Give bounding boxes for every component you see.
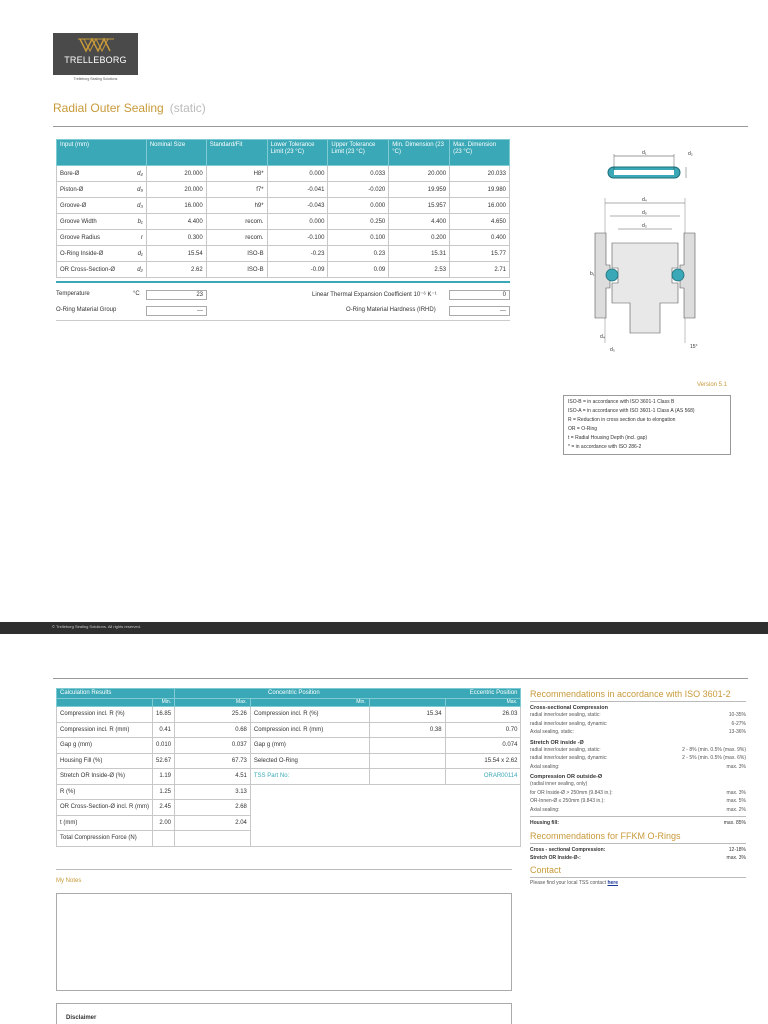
col-nominal: Nominal Size xyxy=(146,140,206,166)
rec-row-value: 2 - 8% (min. 0.5% (max. 9%) xyxy=(682,746,746,753)
ecc-min xyxy=(369,738,445,754)
svg-text:d₄: d₄ xyxy=(600,334,605,340)
legend-item: t = Radial Housing Depth (incl. gap) xyxy=(568,435,648,441)
rec-row-value: max. 3% xyxy=(726,789,746,796)
logo-subtitle: Trelleborg Sealing Solutions xyxy=(73,77,118,81)
nominal-cell[interactable]: 2.62 xyxy=(146,262,206,278)
results-header xyxy=(57,689,521,699)
lower-tol-cell: -0.23 xyxy=(267,246,328,262)
result-label: Total Compression Force (N) xyxy=(57,831,153,847)
legend-item: OR = O-Ring xyxy=(568,426,598,432)
nominal-cell[interactable]: 4.400 xyxy=(146,214,206,230)
contact-here-link[interactable]: here xyxy=(607,879,619,886)
input-symbol: d₉ xyxy=(137,186,143,193)
rec-row-label: radial inner/outer sealing, static: xyxy=(530,746,601,753)
min-dim-cell: 15.31 xyxy=(389,246,450,262)
fit-cell[interactable]: ISO-B xyxy=(206,246,267,262)
logo-mark-icon xyxy=(78,37,114,53)
fit-cell[interactable]: f7* xyxy=(206,182,267,198)
ecc-label: TSS Part No: xyxy=(250,769,369,785)
rec-row-label: Axial sealing: xyxy=(530,806,560,813)
input-symbol: d₃ xyxy=(137,202,143,209)
upper-tol-cell: 0.000 xyxy=(328,198,389,214)
svg-text:15°: 15° xyxy=(690,344,698,350)
result-min: 52.67 xyxy=(153,753,175,769)
housing-fill-value: max. 85% xyxy=(723,820,746,826)
legend-item: * = in accordance with ISO 286-2 xyxy=(568,444,642,450)
nominal-cell[interactable]: 20.000 xyxy=(146,182,206,198)
material-group-select[interactable]: --- xyxy=(146,306,207,316)
input-label: OR Cross-Section-Ø xyxy=(60,266,116,273)
rec-section-note xyxy=(530,780,746,789)
fit-cell[interactable]: recom. xyxy=(206,214,267,230)
version-label: Version 5.1 xyxy=(697,382,728,388)
input-label: Groove-Ø xyxy=(60,202,87,209)
col-min: Min. Dimension (23 °C) xyxy=(389,140,450,166)
nominal-cell[interactable]: 0.300 xyxy=(146,230,206,246)
fit-cell[interactable]: h9* xyxy=(206,198,267,214)
ecc-max: 0.70 xyxy=(445,722,521,738)
trelleborg-logo xyxy=(53,33,138,75)
input-table-header xyxy=(57,140,510,166)
contact-text: Please find your local TSS contact xyxy=(530,879,607,886)
rec-row xyxy=(530,806,746,815)
rec-row-value: max. 5% xyxy=(726,798,746,804)
results-row xyxy=(57,784,521,800)
rec-section xyxy=(530,740,746,772)
col-fit: Standard/Fit xyxy=(206,140,267,166)
rec-row xyxy=(530,797,746,806)
input-label: O-Ring Inside-Ø xyxy=(60,250,104,257)
rec-row-value: max. 2% xyxy=(726,806,746,813)
result-min: 2.00 xyxy=(153,815,175,831)
input-row xyxy=(57,214,510,230)
result-max: 0.037 xyxy=(175,738,251,754)
input-label-cell xyxy=(57,246,147,262)
results-row xyxy=(57,707,521,723)
rec-row-label: Axial sealing, static: xyxy=(530,729,574,735)
legend-item: ISO-A = in accordance with ISO 3601-1 Class A (AS 568) xyxy=(568,408,695,414)
temperature-unit: °C xyxy=(133,291,140,297)
result-min xyxy=(153,831,175,847)
ffkm-row xyxy=(530,846,746,855)
rec-row-value: 6-27% xyxy=(731,720,746,727)
expansion-input[interactable]: 0 xyxy=(449,290,510,300)
min-dim-cell: 4.400 xyxy=(389,214,450,230)
rec-note-text: (radial inner sealing, only) xyxy=(530,781,588,787)
input-label: Groove Radius xyxy=(60,234,101,241)
result-max: 2.68 xyxy=(175,800,251,816)
max-dim-cell: 4.650 xyxy=(450,214,510,230)
input-label-cell xyxy=(57,214,147,230)
rec-row xyxy=(530,720,746,729)
input-label-cell xyxy=(57,198,147,214)
svg-text:d₁: d₁ xyxy=(642,150,647,156)
col-max: Max. Dimension (23 °C) xyxy=(450,140,510,166)
legend-box xyxy=(563,395,731,455)
housing-fill-row xyxy=(530,819,746,828)
col-upper: Upper Tolerance Limit (23 °C) xyxy=(328,140,389,166)
max-dim-cell: 15.77 xyxy=(450,246,510,262)
rec-row xyxy=(530,746,746,755)
input-label-cell xyxy=(57,230,147,246)
result-max: 4.51 xyxy=(175,769,251,785)
result-max: 25.26 xyxy=(175,707,251,723)
page-title-sub: (static) xyxy=(169,101,206,115)
result-min: 0.41 xyxy=(153,722,175,738)
hardness-select[interactable]: --- xyxy=(449,306,510,316)
rec-row xyxy=(530,763,746,772)
concentric-max-label: Max. xyxy=(175,699,251,707)
max-dim-cell: 2.71 xyxy=(450,262,510,278)
input-symbol: d₁ xyxy=(137,250,143,257)
contact-text-row xyxy=(530,880,746,886)
result-label: Compression incl. R (%) xyxy=(57,707,153,723)
disclaimer-box xyxy=(56,1003,512,1024)
header-divider xyxy=(53,126,748,127)
results-row xyxy=(57,722,521,738)
ecc-min xyxy=(369,769,445,785)
temperature-input[interactable]: 23 xyxy=(146,290,207,300)
results-subheader xyxy=(57,699,521,707)
input-symbol: d₄ xyxy=(137,170,143,177)
min-dim-cell: 19.959 xyxy=(389,182,450,198)
input-row xyxy=(57,182,510,198)
eccentric-max-label: Max. xyxy=(445,699,521,707)
ffkm-row-value: max. 3% xyxy=(726,855,746,861)
result-max: 3.13 xyxy=(175,784,251,800)
rec-row-label: radial inner/outer sealing, dynamic: xyxy=(530,755,608,761)
ecc-max: 26.03 xyxy=(445,707,521,723)
svg-text:b₁: b₁ xyxy=(590,271,595,277)
lower-tol-cell: 0.000 xyxy=(267,214,328,230)
ecc-max: 15.54 x 2.62 xyxy=(445,753,521,769)
max-dim-cell: 20.033 xyxy=(450,166,510,182)
input-label-cell xyxy=(57,262,147,278)
expansion-label: Linear Thermal Expansion Coefficient 10⁻⁶ K⁻¹ xyxy=(312,292,437,298)
input-row xyxy=(57,246,510,262)
min-dim-cell: 20.000 xyxy=(389,166,450,182)
result-min: 1.25 xyxy=(153,784,175,800)
result-min: 16.85 xyxy=(153,707,175,723)
rec-section xyxy=(530,705,746,737)
upper-tol-cell: 0.033 xyxy=(328,166,389,182)
col-lower: Lower Tolerance Limit (23 °C) xyxy=(267,140,328,166)
result-label: Housing Fill (%) xyxy=(57,753,153,769)
upper-tol-cell: 0.100 xyxy=(328,230,389,246)
lower-tol-cell: -0.043 xyxy=(267,198,328,214)
input-table-underline xyxy=(56,281,510,283)
result-label: Gap g (mm) xyxy=(57,738,153,754)
eccentric-min-label: Min. xyxy=(250,699,369,707)
upper-tol-cell: 0.250 xyxy=(328,214,389,230)
hardness-label: O-Ring Material Hardness (IRHD) xyxy=(346,307,436,313)
min-dim-cell: 2.53 xyxy=(389,262,450,278)
result-max: 67.73 xyxy=(175,753,251,769)
ecc-label: Selected O-Ring xyxy=(250,753,369,769)
min-dim-cell: 15.957 xyxy=(389,198,450,214)
rec-row-label: radial inner/outer sealing, static: xyxy=(530,712,601,718)
input-symbol: b₁ xyxy=(137,218,143,225)
rec-row-label: Axial sealing: xyxy=(530,763,560,770)
contact-title: Contact xyxy=(530,864,562,875)
results-row xyxy=(57,753,521,769)
results-divider xyxy=(53,678,748,679)
max-dim-cell: 0.400 xyxy=(450,230,510,246)
result-label: OR Cross-Section-Ø incl. R (mm) xyxy=(57,800,153,816)
upper-tol-cell: 0.23 xyxy=(328,246,389,262)
rec-row-value: max. 3% xyxy=(726,763,746,770)
svg-text:d₃: d₃ xyxy=(610,347,615,353)
lower-tol-cell: -0.041 xyxy=(267,182,328,198)
rec-section xyxy=(530,774,746,814)
lower-tol-cell: -0.100 xyxy=(267,230,328,246)
input-label: Bore-Ø xyxy=(60,170,80,177)
rec-iso-title: Recommendations in accordance with ISO 3601-2 xyxy=(530,689,731,699)
lower-tol-cell: -0.09 xyxy=(267,262,328,278)
params-divider xyxy=(56,320,510,321)
ffkm-row-label: Stretch OR Inside-Ø-: xyxy=(530,855,581,861)
rec-section-head: Compression OR outside-Ø xyxy=(530,774,603,780)
rec-section-head: Cross-sectional Compression xyxy=(530,705,608,711)
rec-row xyxy=(530,711,746,720)
min-dim-cell: 0.200 xyxy=(389,230,450,246)
nominal-cell[interactable]: 16.000 xyxy=(146,198,206,214)
material-group-label: O-Ring Material Group xyxy=(56,307,117,313)
rec-row-label: OR-Innen-Ø ≤ 250mm (9.843 in.): xyxy=(530,798,605,804)
rec-row-value: 13-36% xyxy=(728,729,746,735)
notes-divider xyxy=(56,869,512,870)
rec-row xyxy=(530,728,746,737)
input-table xyxy=(56,139,510,278)
recommendations-iso xyxy=(530,689,746,886)
fit-cell[interactable]: recom. xyxy=(206,230,267,246)
results-title: Calculation Results xyxy=(57,689,175,699)
rec-row xyxy=(530,754,746,763)
fit-cell[interactable]: H8* xyxy=(206,166,267,182)
result-label: t (mm) xyxy=(57,815,153,831)
result-min: 1.19 xyxy=(153,769,175,785)
result-max xyxy=(175,831,251,847)
results-table xyxy=(56,688,521,847)
input-row xyxy=(57,198,510,214)
concentric-min-label: Min. xyxy=(153,699,175,707)
lower-tol-cell: 0.000 xyxy=(267,166,328,182)
input-label: Piston-Ø xyxy=(60,186,84,193)
ecc-label: Gap g (mm) xyxy=(250,738,369,754)
result-max: 2.04 xyxy=(175,815,251,831)
notes-title: My Notes xyxy=(56,878,82,884)
ffkm-row-label: Cross - sectional Compression: xyxy=(530,846,606,853)
ecc-max[interactable]: ORAR00114 xyxy=(445,769,521,785)
housing-fill-label: Housing fill: xyxy=(530,820,559,826)
input-row xyxy=(57,230,510,246)
max-dim-cell: 19.980 xyxy=(450,182,510,198)
legend-item: ISO-B = in accordance with ISO 3601-1 Class B xyxy=(568,399,675,405)
ecc-max: 0.074 xyxy=(445,738,521,754)
input-label-cell xyxy=(57,166,147,182)
ffkm-row-value: 12-18% xyxy=(728,846,746,853)
result-label: Stretch OR Inside-Ø (%) xyxy=(57,769,153,785)
rec-row-label: for OR Inside-Ø > 250mm (9.843 in.): xyxy=(530,789,613,796)
result-max: 0.68 xyxy=(175,722,251,738)
notes-textarea[interactable] xyxy=(56,893,512,991)
result-label: Compression incl. R (mm) xyxy=(57,722,153,738)
rec-row-label: radial inner/outer sealing, dynamic: xyxy=(530,720,608,727)
temperature-label: Temperature xyxy=(56,291,90,297)
result-min: 0.010 xyxy=(153,738,175,754)
results-positions xyxy=(175,689,521,699)
max-dim-cell: 16.000 xyxy=(450,198,510,214)
fit-cell[interactable]: ISO-B xyxy=(206,262,267,278)
svg-text:d₉: d₉ xyxy=(642,210,647,216)
result-min: 2.45 xyxy=(153,800,175,816)
legend-item: R = Reduction in cross section due to elongation xyxy=(568,417,676,423)
seal-diagram xyxy=(590,143,710,358)
input-symbol: r xyxy=(140,234,143,241)
disclaimer-title: Disclaimer xyxy=(66,1015,97,1021)
svg-text:d₄: d₄ xyxy=(642,197,647,203)
footer-bar xyxy=(0,622,768,634)
eccentric-label: Eccentric Position xyxy=(469,690,518,696)
ecc-min xyxy=(369,753,445,769)
rec-row xyxy=(530,789,746,798)
col-input: Input (mm) xyxy=(57,140,147,166)
ffkm-row xyxy=(530,854,746,863)
logo-text: TRELLEBORG xyxy=(64,55,127,65)
ecc-min: 15.34 xyxy=(369,707,445,723)
svg-text:d₃: d₃ xyxy=(642,223,647,229)
rec-row-value: 2 - 5% (min. 0.5% (max. 6%) xyxy=(682,755,746,761)
page-title-main: Radial Outer Sealing xyxy=(53,101,164,115)
concentric-label: Concentric Position xyxy=(268,690,320,696)
page-title xyxy=(53,101,206,115)
rec-section-head: Stretch OR inside -Ø xyxy=(530,739,584,746)
rec-row-value: 10-35% xyxy=(728,712,746,718)
results-row xyxy=(57,738,521,754)
rec-ffkm-title: Recommendations for FFKM O-Rings xyxy=(530,830,681,841)
input-row xyxy=(57,262,510,278)
input-label-cell xyxy=(57,182,147,198)
upper-tol-cell: 0.09 xyxy=(328,262,389,278)
input-symbol: d₂ xyxy=(137,266,143,273)
ecc-empty xyxy=(250,784,521,846)
svg-text:d₂: d₂ xyxy=(688,151,693,157)
nominal-cell[interactable]: 20.000 xyxy=(146,166,206,182)
result-label: R (%) xyxy=(57,784,153,800)
upper-tol-cell: -0.020 xyxy=(328,182,389,198)
input-row xyxy=(57,166,510,182)
footer-copyright: © Trelleborg Sealing Solutions. All rights reserved. xyxy=(52,624,141,629)
nominal-cell[interactable]: 15.54 xyxy=(146,246,206,262)
results-row xyxy=(57,769,521,785)
ecc-min: 0.38 xyxy=(369,722,445,738)
ecc-label: Compression incl. R (%) xyxy=(250,707,369,723)
input-label: Groove Width xyxy=(60,218,97,225)
ecc-label: Compression incl. R (mm) xyxy=(250,722,369,738)
